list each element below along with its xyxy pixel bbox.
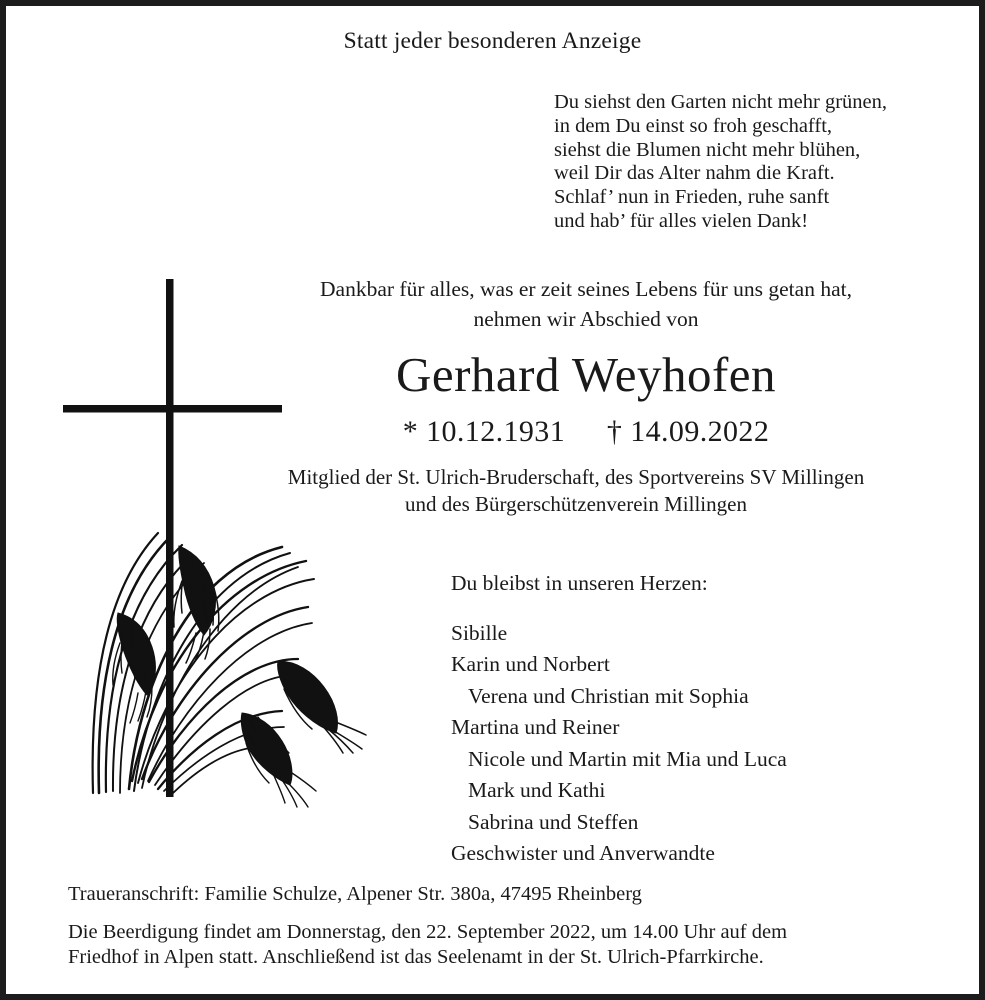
death-symbol: † [606,415,623,448]
footer-information [68,882,949,970]
survivor-entry: Martina und Reiner [451,715,620,739]
poem-line-1: Du siehst den Garten nicht mehr grünen, [554,91,888,113]
membership-line-2: und des Bürgerschützenverein Millingen [405,492,747,516]
survivors-intro: Du bleibst in unseren Herzen: [451,571,708,595]
poem-line-4: weil Dir das Alter nahm die Kraft. [554,162,835,185]
poem-line-5: Schlaf’ nun in Frieden, ruhe sanft [554,186,830,209]
memberships-text [166,464,985,518]
funeral-details [68,920,949,970]
birth-symbol: * [402,415,419,448]
life-dates [186,414,985,450]
obituary-card-inner [6,6,979,994]
birth-date: 10.12.1931 [426,415,566,448]
survivor-entry: Sibille [451,620,508,645]
deceased-name: Gerhard Weyhofen [395,347,777,402]
illustration-svg [46,261,376,821]
grass-seed-head-upper [174,546,219,663]
mourning-address: Traueranschrift: Familie Schulze, Alpener Str. 380a, 47495 Rheinberg [68,883,642,905]
dedication-line-1: Dankbar für alles, was er zeit seines Lebens für uns getan hat, [320,277,852,301]
cross-horizontal-beam [63,405,282,413]
survivor-entry: Mark und Kathi [468,778,606,802]
dedication-line-2: nehmen wir Abschied von [473,307,699,331]
survivor-entry: Geschwister und Anverwandte [451,841,715,865]
membership-line-1: Mitglied der St. Ulrich-Bruderschaft, des Sportvereins SV Millingen [287,465,865,489]
poem-line-2: in dem Du einst so froh geschafft, [554,114,833,137]
survivor-entry: Sabrina und Steffen [468,809,639,834]
header-notice-line: Statt jeder besonderen Anzeige [343,28,642,54]
poem-line-3: siehst die Blumen nicht mehr blühen, [554,138,861,161]
survivor-entry: Nicole und Martin mit Mia und Luca [468,746,787,771]
survivor-entry: Verena und Christian mit Sophia [468,683,749,708]
poem-line-6: und hab’ für alles vielen Dank! [554,209,809,232]
survivor-entry: Karin und Norbert [451,652,610,676]
memorial-poem [554,91,887,234]
cross-with-grass-illustration [46,261,376,821]
funeral-line-2: Friedhof in Alpen statt. Anschließend ist das Seelenamt in der St. Ulrich-Pfarrkirche. [68,946,764,968]
dedication-text [186,274,985,334]
grass-seed-head-right [278,661,366,753]
death-date: 14.09.2022 [630,415,770,448]
funeral-line-1: Die Beerdigung findet am Donnerstag, den 22. September 2022, um 14.00 Uhr auf dem [68,921,788,943]
survivors-list [451,568,787,870]
